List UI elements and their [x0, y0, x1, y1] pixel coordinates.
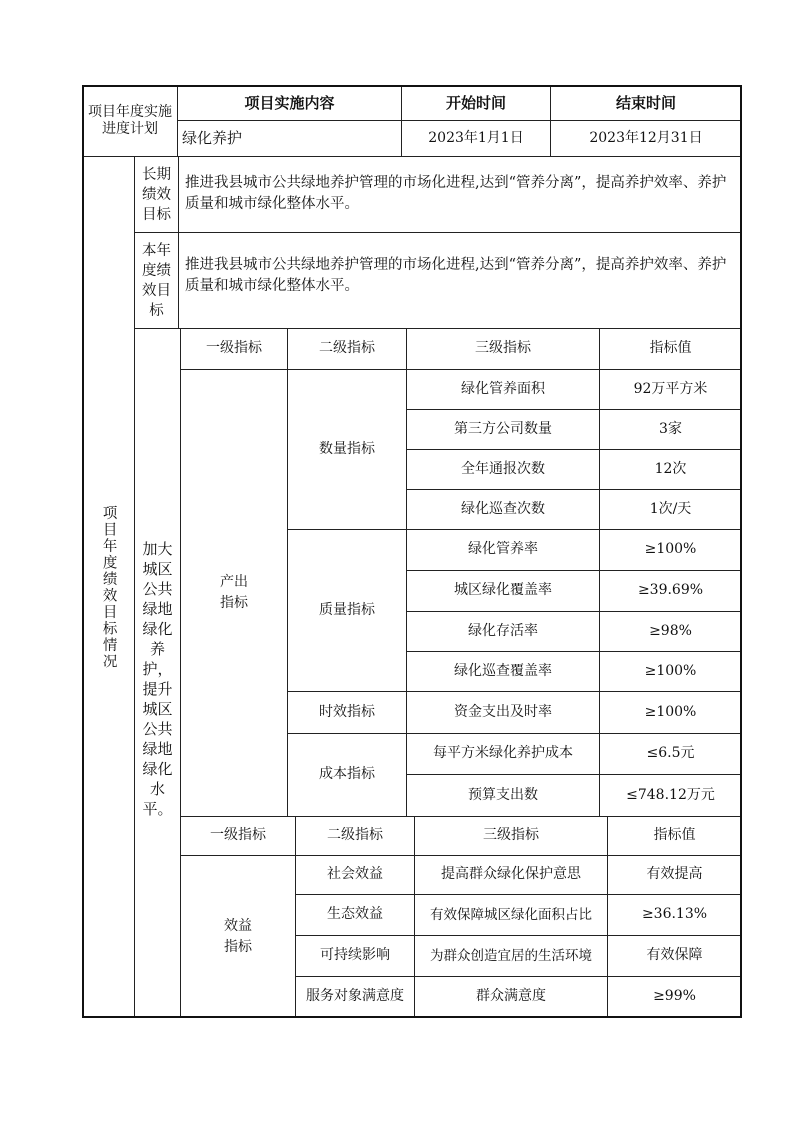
value-cell: ≥100% [599, 529, 742, 571]
value-cell: 12次 [599, 449, 742, 490]
annual-label: 本年度绩效目标 [134, 232, 179, 329]
header-value-second: 指标值 [607, 816, 742, 856]
header-level2-second: 二级指标 [295, 816, 415, 856]
header-level3: 三级指标 [406, 328, 600, 370]
value-cell: ≤6.5元 [599, 733, 742, 775]
level3-cell: 绿化管养面积 [406, 369, 600, 410]
level3-cell: 绿化存活率 [406, 611, 600, 652]
output-label: 产出指标 [180, 369, 288, 817]
quality-label: 质量指标 [287, 529, 407, 692]
benefit-level2-cell: 生态效益 [295, 894, 415, 936]
header-content: 项目实施内容 [177, 85, 402, 121]
long-term-text: 推进我县城市公共绿地养护管理的市场化进程,达到“管养分离”，提高养护效率、养护质量和城市绿化整体水平。 [178, 156, 742, 233]
level3-cell: 为群众创造宜居的生活环境 [414, 935, 608, 977]
section-label: 项目年度绩效目标情况 [82, 156, 135, 1018]
timeliness-label: 时效指标 [287, 691, 407, 734]
goal-text: 加大城区公共绿地绿化养护，提升城区公共绿地绿化水平。 [134, 328, 181, 1018]
value-cell: ≥98% [599, 611, 742, 652]
value-cell: 1次/天 [599, 489, 742, 530]
value-cell: 有效提高 [607, 855, 742, 895]
value-cell: ≥99% [607, 976, 742, 1018]
level3-cell: 第三方公司数量 [406, 409, 600, 450]
level3-cell: 提高群众绿化保护意思 [414, 855, 608, 895]
header-end: 结束时间 [550, 85, 742, 121]
benefit-level2-cell: 社会效益 [295, 855, 415, 895]
value-cell: 3家 [599, 409, 742, 450]
long-term-label: 长期绩效目标 [134, 156, 179, 233]
value-cell: 有效保障 [607, 935, 742, 977]
header-level3-second: 三级指标 [414, 816, 608, 856]
cost-label: 成本指标 [287, 733, 407, 817]
header-value: 指标值 [599, 328, 742, 370]
level3-cell: 群众满意度 [414, 976, 608, 1018]
schedule-content: 绿化养护 [177, 120, 402, 157]
annual-text: 推进我县城市公共绿地养护管理的市场化进程,达到“管养分离”，提高养护效率、养护质量和城市绿化整体水平。 [178, 232, 742, 329]
value-cell: ≥100% [599, 691, 742, 734]
benefit-level2-cell: 服务对象满意度 [295, 976, 415, 1018]
level3-cell: 每平方米绿化养护成本 [406, 733, 600, 775]
level3-cell: 绿化巡查次数 [406, 489, 600, 530]
level3-cell: 城区绿化覆盖率 [406, 570, 600, 612]
header-level2: 二级指标 [287, 328, 407, 370]
value-cell: 92万平方米 [599, 369, 742, 410]
value-cell: ≤748.12万元 [599, 774, 742, 817]
header-level1-second: 一级指标 [180, 816, 296, 856]
level3-cell: 预算支出数 [406, 774, 600, 817]
value-cell: ≥36.13% [607, 894, 742, 936]
benefit-label: 效益指标 [180, 855, 296, 1018]
header-level1: 一级指标 [180, 328, 288, 370]
benefit-level2-cell: 可持续影响 [295, 935, 415, 977]
level3-cell: 绿化巡查覆盖率 [406, 651, 600, 692]
schedule-row-label: 项目年度实施进度计划 [82, 85, 178, 157]
header-start: 开始时间 [401, 85, 551, 121]
quantity-label: 数量指标 [287, 369, 407, 530]
level3-cell: 全年通报次数 [406, 449, 600, 490]
level3-cell: 绿化管养率 [406, 529, 600, 571]
level3-cell: 有效保障城区绿化面积占比 [414, 894, 608, 936]
value-cell: ≥39.69% [599, 570, 742, 612]
value-cell: ≥100% [599, 651, 742, 692]
schedule-start: 2023年1月1日 [401, 120, 551, 157]
level3-cell: 资金支出及时率 [406, 691, 600, 734]
schedule-end: 2023年12月31日 [550, 120, 742, 157]
